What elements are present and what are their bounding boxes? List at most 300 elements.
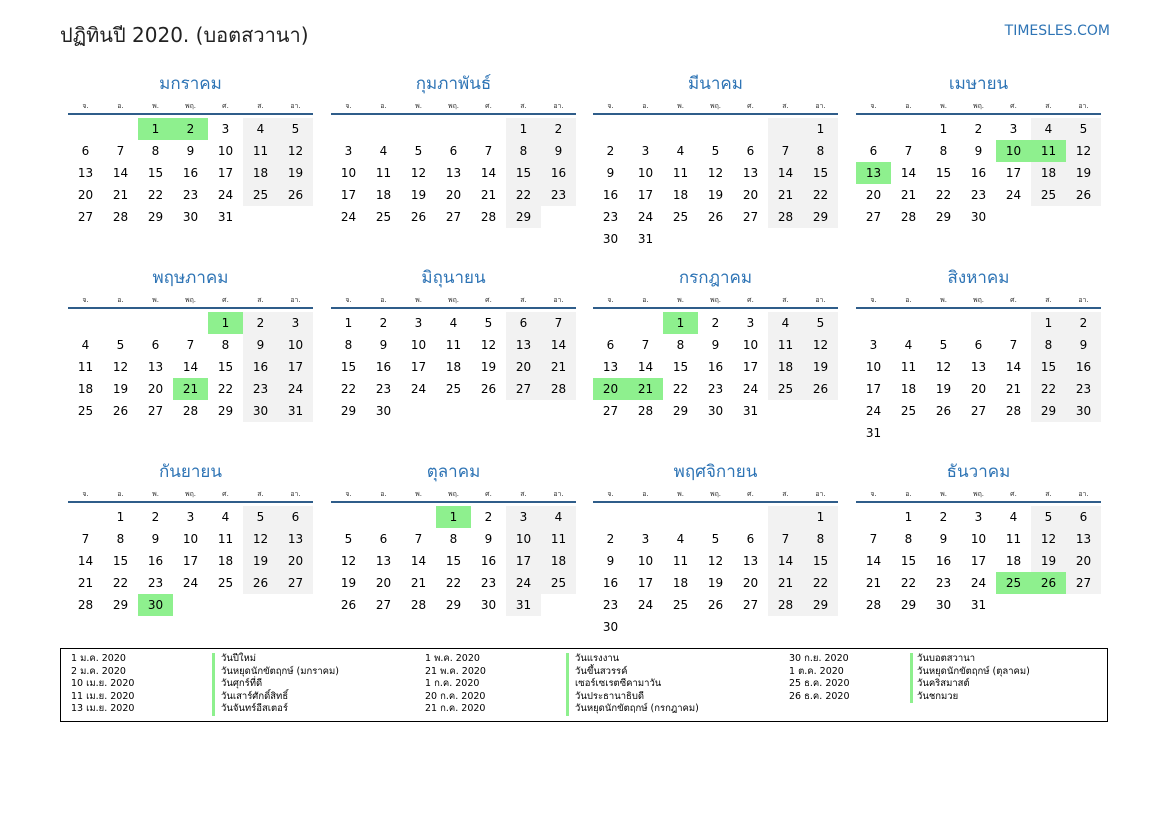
day-cell: 26 bbox=[410, 210, 427, 224]
day-cell: 14 bbox=[900, 166, 917, 180]
day-cell: 21 bbox=[541, 356, 576, 378]
day-cell: 13 bbox=[278, 528, 313, 550]
day-cell: 12 bbox=[935, 360, 952, 374]
day-cell: 4 bbox=[243, 118, 278, 140]
empty-cell bbox=[856, 506, 891, 528]
day-cell: 8 bbox=[449, 532, 458, 546]
month-name: สิงหาคม bbox=[947, 268, 1010, 288]
day-cell: 11 bbox=[672, 554, 689, 568]
day-cell: 19 bbox=[278, 162, 313, 184]
day-cell: 1 bbox=[904, 510, 913, 524]
day-cell: 25 bbox=[77, 404, 94, 418]
day-cell: 20 bbox=[445, 188, 462, 202]
day-cell: 7 bbox=[1009, 338, 1018, 352]
weekday-label: ศ. bbox=[222, 296, 229, 304]
day-cell: 12 bbox=[278, 140, 313, 162]
day-cell: 11 bbox=[77, 360, 94, 374]
holiday-date: 11 เม.ย. 2020 bbox=[71, 690, 135, 702]
day-cell: 27 bbox=[742, 598, 759, 612]
day-cell: 28 bbox=[410, 598, 427, 612]
day-grid bbox=[593, 118, 838, 250]
day-cell: 16 bbox=[541, 162, 576, 184]
holiday-name: วันศุกร์ที่ดี bbox=[221, 678, 263, 690]
empty-cell bbox=[926, 312, 961, 334]
day-cell: 28 bbox=[541, 378, 576, 400]
holiday-date: 1 พ.ค. 2020 bbox=[425, 653, 480, 664]
weekday-label: จ. bbox=[870, 102, 877, 110]
day-cell: 12 bbox=[112, 360, 129, 374]
day-cell: 6 bbox=[278, 506, 313, 528]
weekday-label: จ. bbox=[870, 490, 877, 498]
weekday-label: อา. bbox=[1078, 296, 1089, 304]
day-cell: 29 bbox=[217, 404, 234, 418]
day-cell: 20 bbox=[506, 356, 541, 378]
day-cell: 21 bbox=[900, 188, 917, 202]
day-cell: 26 bbox=[278, 184, 313, 206]
day-cell: 12 bbox=[480, 338, 497, 352]
weekday-label: พ. bbox=[152, 490, 159, 498]
holiday-name: เซอร์เซเรตซีคามาวัน bbox=[575, 678, 662, 690]
holiday-name: วันหยุดนักขัตฤกษ์ (มกราคม) bbox=[221, 665, 340, 677]
day-cell: 13 bbox=[742, 166, 759, 180]
weekday-label: จ. bbox=[607, 102, 614, 110]
day-cell: 3 bbox=[974, 510, 983, 524]
day-cell: 8 bbox=[221, 338, 230, 352]
day-cell: 14 bbox=[1005, 360, 1022, 374]
day-cell: 10 bbox=[637, 166, 654, 180]
weekday-label: ส. bbox=[1045, 296, 1052, 304]
day-cell: 14 bbox=[112, 166, 129, 180]
day-cell: 7 bbox=[414, 532, 423, 546]
day-cell: 18 bbox=[672, 188, 689, 202]
day-cell: 14 bbox=[182, 360, 199, 374]
weekday-label: ส. bbox=[782, 296, 789, 304]
day-cell: 23 bbox=[375, 382, 392, 396]
empty-cell bbox=[663, 506, 698, 528]
day-grid bbox=[856, 118, 1101, 228]
day-cell: 15 bbox=[672, 360, 689, 374]
holiday-names-column bbox=[575, 653, 699, 716]
day-cell: 12 bbox=[1066, 140, 1101, 162]
weekday-label: อา. bbox=[1078, 490, 1089, 498]
day-cell: 29 bbox=[1031, 400, 1066, 422]
weekday-label: อ. bbox=[117, 296, 124, 304]
day-cell: 6 bbox=[869, 144, 878, 158]
day-cell: 28 bbox=[182, 404, 199, 418]
day-cell: 7 bbox=[186, 338, 195, 352]
day-cell: 6 bbox=[379, 532, 388, 546]
empty-cell bbox=[961, 312, 996, 334]
day-cell: 17 bbox=[637, 188, 654, 202]
day-cell: 17 bbox=[506, 550, 541, 572]
day-cell: 29 bbox=[340, 404, 357, 418]
weekday-header bbox=[856, 99, 1101, 115]
weekday-label: พฤ. bbox=[447, 296, 460, 304]
day-cell: 19 bbox=[1031, 550, 1066, 572]
weekday-label: พ. bbox=[152, 296, 159, 304]
day-cell: 1 bbox=[344, 316, 353, 330]
day-cell: 24 bbox=[1005, 188, 1022, 202]
day-cell: 15 bbox=[803, 550, 838, 572]
day-cell: 4 bbox=[768, 312, 803, 334]
empty-cell bbox=[628, 312, 663, 334]
holiday-list bbox=[60, 648, 1108, 722]
weekday-label: พฤ. bbox=[709, 102, 722, 110]
day-cell: 31 bbox=[637, 232, 654, 246]
day-cell: 20 bbox=[375, 576, 392, 590]
day-cell: 19 bbox=[935, 382, 952, 396]
day-cell: 18 bbox=[77, 382, 94, 396]
holiday-date: 2 ม.ค. 2020 bbox=[71, 665, 126, 677]
day-cell: 19 bbox=[707, 188, 724, 202]
day-cell: 15 bbox=[1031, 356, 1066, 378]
day-cell: 14 bbox=[637, 360, 654, 374]
day-cell: 24 bbox=[637, 210, 654, 224]
day-cell: 18 bbox=[672, 576, 689, 590]
month-4 bbox=[856, 69, 1101, 228]
day-cell: 6 bbox=[746, 144, 755, 158]
day-cell: 21 bbox=[768, 572, 803, 594]
holiday-name: วันประธานาธิบดี bbox=[575, 690, 645, 702]
day-cell: 7 bbox=[768, 528, 803, 550]
day-cell: 10 bbox=[506, 528, 541, 550]
month-3 bbox=[593, 69, 838, 250]
weekday-label: ส. bbox=[520, 102, 527, 110]
day-cell: 24 bbox=[637, 598, 654, 612]
weekday-label: จ. bbox=[82, 490, 89, 498]
day-cell: 12 bbox=[243, 528, 278, 550]
day-cell: 16 bbox=[480, 554, 497, 568]
day-cell: 9 bbox=[939, 532, 948, 546]
day-cell: 2 bbox=[1066, 312, 1101, 334]
day-cell: 15 bbox=[340, 360, 357, 374]
day-cell: 12 bbox=[707, 554, 724, 568]
day-cell: 16 bbox=[935, 554, 952, 568]
day-cell: 7 bbox=[768, 140, 803, 162]
empty-cell bbox=[68, 506, 103, 528]
day-cell: 10 bbox=[182, 532, 199, 546]
day-cell: 8 bbox=[803, 140, 838, 162]
day-cell: 16 bbox=[243, 356, 278, 378]
day-cell: 31 bbox=[970, 598, 987, 612]
weekday-label: ส. bbox=[1045, 490, 1052, 498]
day-cell: 16 bbox=[707, 360, 724, 374]
weekday-label: พ. bbox=[940, 490, 947, 498]
day-cell: 27 bbox=[970, 404, 987, 418]
day-cell: 5 bbox=[711, 144, 720, 158]
day-cell: 24 bbox=[340, 210, 357, 224]
weekday-label: พ. bbox=[415, 102, 422, 110]
day-cell: 16 bbox=[375, 360, 392, 374]
weekday-label: พ. bbox=[677, 102, 684, 110]
day-cell: 6 bbox=[1066, 506, 1101, 528]
holiday-date: 1 ต.ค. 2020 bbox=[789, 665, 844, 677]
empty-cell bbox=[768, 118, 803, 140]
month-9 bbox=[68, 457, 313, 616]
weekday-label: พฤ. bbox=[709, 490, 722, 498]
day-cell: 30 bbox=[602, 620, 619, 634]
empty-cell bbox=[628, 506, 663, 528]
holiday-day-cell: 25 bbox=[996, 572, 1031, 594]
day-cell: 7 bbox=[641, 338, 650, 352]
day-cell: 2 bbox=[243, 312, 278, 334]
day-cell: 21 bbox=[410, 576, 427, 590]
holiday-date: 26 ธ.ค. 2020 bbox=[789, 690, 850, 702]
day-cell: 5 bbox=[711, 532, 720, 546]
day-cell: 7 bbox=[869, 532, 878, 546]
day-cell: 21 bbox=[112, 188, 129, 202]
day-grid bbox=[68, 506, 313, 616]
weekday-label: อ. bbox=[380, 102, 387, 110]
weekday-label: พฤ. bbox=[972, 490, 985, 498]
holiday-day-cell: 21 bbox=[628, 378, 663, 400]
day-cell: 22 bbox=[445, 576, 462, 590]
day-cell: 20 bbox=[865, 188, 882, 202]
day-cell: 27 bbox=[278, 572, 313, 594]
day-cell: 30 bbox=[480, 598, 497, 612]
day-cell: 28 bbox=[768, 594, 803, 616]
holiday-name: วันหยุดนักขัตฤกษ์ (ตุลาคม) bbox=[917, 665, 1030, 677]
day-cell: 5 bbox=[1066, 118, 1101, 140]
day-cell: 22 bbox=[1031, 378, 1066, 400]
day-cell: 9 bbox=[186, 144, 195, 158]
day-cell: 30 bbox=[1066, 400, 1101, 422]
day-cell: 8 bbox=[676, 338, 685, 352]
weekday-label: อ. bbox=[642, 102, 649, 110]
weekday-header bbox=[68, 99, 313, 115]
day-cell: 18 bbox=[1005, 554, 1022, 568]
holiday-marker bbox=[212, 653, 215, 716]
weekday-label: ส. bbox=[782, 490, 789, 498]
day-cell: 2 bbox=[484, 510, 493, 524]
weekday-label: ส. bbox=[520, 296, 527, 304]
day-cell: 30 bbox=[602, 232, 619, 246]
weekday-label: อา. bbox=[1078, 102, 1089, 110]
day-cell: 29 bbox=[935, 210, 952, 224]
day-cell: 27 bbox=[375, 598, 392, 612]
day-cell: 15 bbox=[147, 166, 164, 180]
weekday-label: ศ. bbox=[1010, 490, 1017, 498]
holiday-day-cell: 26 bbox=[1031, 572, 1066, 594]
weekday-label: พฤ. bbox=[972, 102, 985, 110]
month-name: กันยายน bbox=[158, 462, 222, 482]
weekday-header bbox=[593, 99, 838, 115]
day-cell: 4 bbox=[221, 510, 230, 524]
day-cell: 27 bbox=[602, 404, 619, 418]
holiday-date: 30 ก.ย. 2020 bbox=[789, 653, 849, 664]
day-cell: 23 bbox=[182, 188, 199, 202]
day-cell: 15 bbox=[506, 162, 541, 184]
day-cell: 31 bbox=[865, 426, 882, 440]
weekday-header bbox=[593, 293, 838, 309]
day-cell: 28 bbox=[77, 598, 94, 612]
weekday-label: ศ. bbox=[485, 296, 492, 304]
day-cell: 14 bbox=[768, 550, 803, 572]
day-cell: 25 bbox=[217, 576, 234, 590]
day-cell: 3 bbox=[186, 510, 195, 524]
day-cell: 9 bbox=[151, 532, 160, 546]
day-cell: 24 bbox=[278, 378, 313, 400]
weekday-label: จ. bbox=[82, 102, 89, 110]
day-cell: 14 bbox=[865, 554, 882, 568]
day-cell: 19 bbox=[243, 550, 278, 572]
holiday-name: วันเสาร์ศักดิ์สิทธิ์ bbox=[221, 690, 289, 702]
day-cell: 9 bbox=[1066, 334, 1101, 356]
empty-cell bbox=[733, 118, 768, 140]
month-6 bbox=[331, 263, 576, 422]
weekday-label: อ. bbox=[117, 490, 124, 498]
day-cell: 6 bbox=[449, 144, 458, 158]
month-name: กุมภาพันธ์ bbox=[415, 74, 492, 94]
weekday-label: ศ. bbox=[747, 102, 754, 110]
day-cell: 2 bbox=[939, 510, 948, 524]
weekday-label: พ. bbox=[677, 490, 684, 498]
holiday-day-cell: 21 bbox=[173, 378, 208, 400]
day-cell: 18 bbox=[768, 356, 803, 378]
day-cell: 31 bbox=[742, 404, 759, 418]
month-10 bbox=[331, 457, 576, 616]
day-cell: 4 bbox=[676, 144, 685, 158]
day-cell: 23 bbox=[541, 184, 576, 206]
day-cell: 16 bbox=[970, 166, 987, 180]
day-cell: 7 bbox=[484, 144, 493, 158]
day-cell: 17 bbox=[970, 554, 987, 568]
weekday-label: พ. bbox=[152, 102, 159, 110]
day-cell: 20 bbox=[1066, 550, 1101, 572]
day-cell: 26 bbox=[243, 572, 278, 594]
day-cell: 24 bbox=[742, 382, 759, 396]
weekday-label: อ. bbox=[905, 296, 912, 304]
day-cell: 3 bbox=[221, 122, 230, 136]
month-name: มกราคม bbox=[159, 74, 222, 94]
holiday-date: 1 ม.ค. 2020 bbox=[71, 653, 126, 664]
day-cell: 12 bbox=[803, 334, 838, 356]
weekday-label: จ. bbox=[345, 296, 352, 304]
weekday-label: จ. bbox=[607, 490, 614, 498]
day-cell: 4 bbox=[676, 532, 685, 546]
day-cell: 26 bbox=[707, 210, 724, 224]
weekday-label: จ. bbox=[345, 490, 352, 498]
day-cell: 1 bbox=[506, 118, 541, 140]
month-name: เมษายน bbox=[948, 74, 1009, 94]
holiday-names-column bbox=[917, 653, 1030, 703]
day-cell: 11 bbox=[541, 528, 576, 550]
holiday-name: วันชกมวย bbox=[917, 690, 959, 702]
empty-cell bbox=[436, 118, 471, 140]
day-cell: 11 bbox=[375, 166, 392, 180]
day-cell: 17 bbox=[182, 554, 199, 568]
month-2 bbox=[331, 69, 576, 228]
weekday-header bbox=[593, 487, 838, 503]
empty-cell bbox=[698, 506, 733, 528]
holiday-name: วันแรงงาน bbox=[575, 653, 620, 664]
empty-cell bbox=[593, 118, 628, 140]
day-cell: 8 bbox=[803, 528, 838, 550]
day-cell: 25 bbox=[768, 378, 803, 400]
day-cell: 22 bbox=[112, 576, 129, 590]
day-cell: 25 bbox=[445, 382, 462, 396]
day-cell: 12 bbox=[410, 166, 427, 180]
weekday-label: อา. bbox=[815, 490, 826, 498]
day-cell: 17 bbox=[742, 360, 759, 374]
weekday-label: อา. bbox=[290, 102, 301, 110]
day-cell: 9 bbox=[243, 334, 278, 356]
weekday-label: ศ. bbox=[222, 102, 229, 110]
day-cell: 6 bbox=[151, 338, 160, 352]
weekday-label: พฤ. bbox=[447, 490, 460, 498]
day-cell: 8 bbox=[506, 140, 541, 162]
day-cell: 27 bbox=[506, 378, 541, 400]
day-cell: 30 bbox=[182, 210, 199, 224]
holiday-day-cell: 13 bbox=[856, 162, 891, 184]
month-11 bbox=[593, 457, 838, 638]
holiday-date: 10 เม.ย. 2020 bbox=[71, 678, 135, 690]
day-cell: 26 bbox=[707, 598, 724, 612]
day-cell: 22 bbox=[340, 382, 357, 396]
holiday-name: วันจันทร์อีสเตอร์ bbox=[221, 703, 288, 715]
day-cell: 21 bbox=[77, 576, 94, 590]
weekday-label: ศ. bbox=[485, 490, 492, 498]
day-cell: 5 bbox=[344, 532, 353, 546]
empty-cell bbox=[366, 506, 401, 528]
empty-cell bbox=[401, 506, 436, 528]
weekday-label: พฤ. bbox=[972, 296, 985, 304]
weekday-label: อ. bbox=[905, 102, 912, 110]
day-cell: 24 bbox=[217, 188, 234, 202]
weekday-label: ส. bbox=[520, 490, 527, 498]
day-cell: 10 bbox=[217, 144, 234, 158]
day-cell: 9 bbox=[379, 338, 388, 352]
day-grid bbox=[593, 312, 838, 422]
day-cell: 29 bbox=[112, 598, 129, 612]
month-name: ธันวาคม bbox=[946, 462, 1011, 482]
day-cell: 24 bbox=[970, 576, 987, 590]
day-cell: 28 bbox=[768, 206, 803, 228]
day-cell: 19 bbox=[112, 382, 129, 396]
month-5 bbox=[68, 263, 313, 422]
empty-cell bbox=[856, 312, 891, 334]
day-cell: 2 bbox=[974, 122, 983, 136]
day-cell: 6 bbox=[506, 312, 541, 334]
weekday-label: อา. bbox=[553, 490, 564, 498]
day-cell: 20 bbox=[742, 188, 759, 202]
day-cell: 30 bbox=[935, 598, 952, 612]
day-cell: 25 bbox=[672, 210, 689, 224]
holiday-dates-column bbox=[789, 653, 850, 703]
day-cell: 18 bbox=[375, 188, 392, 202]
day-cell: 4 bbox=[904, 338, 913, 352]
holiday-day-cell: 2 bbox=[173, 118, 208, 140]
day-cell: 6 bbox=[746, 532, 755, 546]
month-name: ตุลาคม bbox=[426, 462, 481, 482]
day-cell: 10 bbox=[278, 334, 313, 356]
empty-cell bbox=[768, 506, 803, 528]
day-cell: 9 bbox=[484, 532, 493, 546]
day-cell: 1 bbox=[939, 122, 948, 136]
day-cell: 2 bbox=[541, 118, 576, 140]
weekday-label: พ. bbox=[677, 296, 684, 304]
day-cell: 6 bbox=[974, 338, 983, 352]
day-cell: 13 bbox=[375, 554, 392, 568]
day-cell: 15 bbox=[112, 554, 129, 568]
holiday-date: 1 ก.ค. 2020 bbox=[425, 678, 480, 690]
day-cell: 23 bbox=[480, 576, 497, 590]
brand-link[interactable]: TIMESLES.COM bbox=[1004, 23, 1110, 39]
holiday-name: วันบอตสวานา bbox=[917, 653, 976, 664]
day-cell: 25 bbox=[541, 572, 576, 594]
day-grid bbox=[331, 506, 576, 616]
day-cell: 25 bbox=[900, 404, 917, 418]
